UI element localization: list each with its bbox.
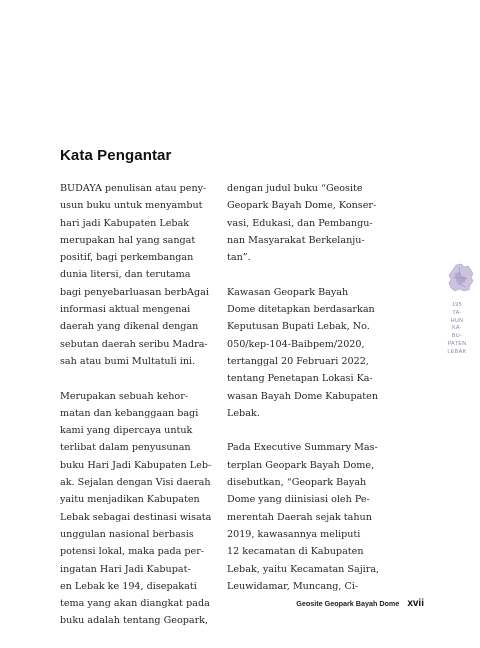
text-line: Lebak sebagai destinasi wisata — [60, 511, 212, 523]
text-line: ak. Sejalan dengan Visi daerah — [60, 477, 211, 489]
text-line: buku adalah tentang Geopark, — [60, 615, 209, 627]
text-line: dunia litersi, dan terutama — [60, 269, 191, 281]
paragraph — [227, 180, 402, 266]
side-note-line: HUN — [450, 317, 464, 324]
paragraph — [60, 180, 220, 370]
text-line: terlibat dalam penyusunan — [60, 442, 191, 454]
text-line: Geopark Bayah Dome, Konser- — [227, 200, 377, 212]
text-line: bagi penyebarluasan berbAgai — [60, 286, 209, 298]
text-line: Lebak, yaitu Kecamatan Sajira, — [227, 563, 380, 575]
page-number: xvii — [407, 598, 424, 609]
text-line: kami yang dipercaya untuk — [60, 425, 193, 437]
text-line: BUDAYA penulisan atau peny- — [60, 183, 207, 194]
paragraph — [227, 284, 402, 422]
text-line: vasi, Edukasi, dan Pembangu- — [227, 217, 373, 229]
text-line: Kawasan Geopark Bayah — [227, 286, 349, 298]
text-line: merupakan hal yang sangat — [60, 234, 196, 246]
text-line: Keputusan Bupati Lebak, No. — [227, 321, 370, 333]
text-line: positif, bagi perkembangan — [60, 252, 194, 264]
text-line: Dome yang diinisiasi oleh Pe- — [227, 494, 370, 506]
text-line: merentah Daerah sejak tahun — [227, 511, 372, 523]
text-line: wasan Bayah Dome Kabupaten — [227, 390, 379, 402]
paragraph — [227, 439, 402, 595]
side-note-line: 195 — [451, 302, 463, 308]
lebak-regency-map-icon — [447, 263, 475, 293]
side-note-line: KA- — [451, 325, 463, 332]
paragraph — [60, 388, 220, 630]
text-line: Dome ditetapkan berdasarkan — [227, 304, 375, 316]
text-line: terplan Geopark Bayah Dome, — [227, 459, 375, 471]
text-line: Lebak. — [227, 407, 260, 419]
left-text-column — [60, 180, 220, 647]
side-note-line: BU- — [451, 333, 463, 340]
text-line: disebutkan, “Geopark Bayah — [227, 477, 367, 489]
footer-book-title: Geosite Geopark Bayah Dome — [296, 599, 400, 608]
text-line: unggulan nasional berbasis — [60, 528, 194, 540]
text-line: daerah yang dikenal dengan — [60, 321, 199, 333]
text-line: yaitu menjadikan Kabupaten — [60, 494, 200, 506]
text-line: hari jadi Kabupaten Lebak — [60, 217, 190, 229]
text-line: dengan judul buku “Geosite — [227, 183, 363, 194]
text-line: matan dan kebanggaan bagi — [60, 407, 199, 419]
text-line: tentang Penetapan Lokasi Ka- — [227, 373, 373, 385]
page-footer — [250, 593, 424, 611]
text-line: buku Hari Jadi Kabupaten Leb- — [60, 459, 212, 471]
right-text-column — [227, 180, 402, 612]
text-line: Merupakan sebuah kehor- — [60, 390, 189, 402]
text-line: en Lebak ke 194, disepakati — [60, 580, 197, 592]
text-line: Leuwidamar, Muncang, Ci- — [227, 580, 359, 592]
text-line: 2019, kawasannya meliputi — [227, 528, 361, 540]
text-line: tema yang akan diangkat pada — [60, 598, 210, 610]
text-line: Pada Executive Summary Mas- — [227, 442, 378, 454]
text-line: informasi aktual mengenai — [60, 304, 191, 316]
anniversary-side-note — [440, 302, 474, 357]
text-line: sebutan daerah seribu Madra- — [60, 338, 208, 350]
text-line: usun buku untuk menyambut — [60, 200, 203, 212]
text-line: 12 kecamatan di Kabupaten — [227, 546, 364, 558]
text-line: ingatan Hari Jadi Kabupat- — [60, 563, 191, 575]
side-note-line: LEBAK — [447, 348, 467, 355]
page-title: Kata Pengantar — [60, 147, 172, 164]
text-line: tan”. — [227, 252, 251, 264]
text-line: sah atau bumi Multatuli ini. — [60, 355, 196, 367]
text-line: 050/kep-104-Baibpem/2020, — [227, 338, 365, 350]
text-line: tertanggal 20 Februari 2022, — [227, 355, 369, 367]
text-line: nan Masyarakat Berkelanju- — [227, 234, 365, 246]
side-note-line: TA- — [452, 309, 462, 316]
side-note-line: PATEN — [447, 340, 467, 347]
text-line: potensi lokal, maka pada per- — [60, 546, 205, 558]
